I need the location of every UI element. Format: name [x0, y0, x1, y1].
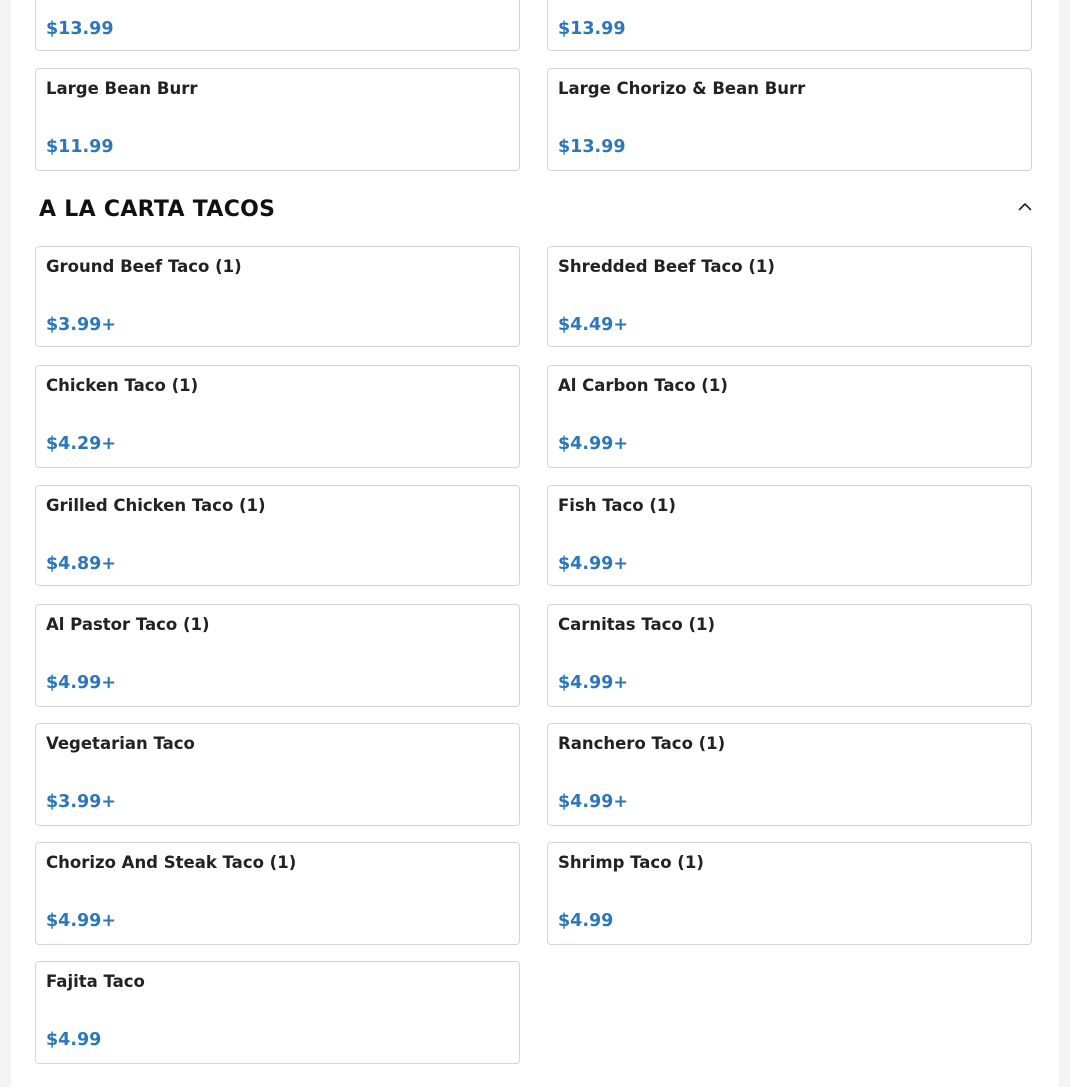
menu-item-name: Shrimp Taco (1) [558, 853, 704, 872]
menu-item-card[interactable] [547, 485, 1032, 586]
menu-item-price: $4.99+ [46, 911, 117, 931]
menu-item-card[interactable] [35, 723, 520, 826]
menu-item-price: $4.99 [558, 911, 614, 931]
menu-item-name: Ground Beef Taco (1) [46, 257, 242, 276]
menu-item-card[interactable] [547, 842, 1032, 945]
menu-item-card[interactable] [35, 68, 520, 171]
collapse-section-button[interactable] [1015, 196, 1035, 216]
menu-item-name: Vegetarian Taco [46, 734, 195, 753]
menu-item-price: $4.99+ [558, 673, 629, 693]
menu-item-card[interactable] [547, 365, 1032, 468]
menu-item-card[interactable] [35, 485, 520, 586]
menu-item-card[interactable] [547, 604, 1032, 707]
menu-item-price: $4.49+ [558, 315, 629, 335]
menu-item-card[interactable] [35, 0, 520, 51]
menu-item-price: $4.99+ [558, 554, 629, 574]
menu-item-card[interactable] [35, 604, 520, 707]
menu-item-price: $4.99 [46, 1030, 102, 1050]
menu-item-card[interactable] [547, 0, 1032, 51]
menu-item-card[interactable] [547, 246, 1032, 347]
menu-item-card[interactable] [547, 723, 1032, 826]
menu-item-price: $4.99+ [46, 673, 117, 693]
menu-item-price: $4.99+ [558, 434, 629, 454]
menu-item-name: Fajita Taco [46, 972, 145, 991]
menu-item-price: $4.99+ [558, 792, 629, 812]
menu-item-price: $11.99 [46, 137, 114, 157]
menu-item-card[interactable] [35, 961, 520, 1064]
menu-item-price: $4.89+ [46, 554, 117, 574]
menu-item-name: Al Pastor Taco (1) [46, 615, 210, 634]
menu-item-card[interactable] [547, 68, 1032, 171]
menu-item-name: Shredded Beef Taco (1) [558, 257, 775, 276]
menu-page [11, 0, 1059, 1087]
menu-item-name: Grilled Chicken Taco (1) [46, 496, 266, 515]
menu-item-name: Carnitas Taco (1) [558, 615, 716, 634]
menu-item-name: Chicken Taco (1) [46, 376, 199, 395]
menu-item-name: Ranchero Taco (1) [558, 734, 726, 753]
menu-item-price: $3.99+ [46, 315, 117, 335]
menu-item-price: $13.99 [46, 19, 114, 39]
menu-item-name: Large Bean Burr [46, 79, 198, 98]
menu-item-card[interactable] [35, 246, 520, 347]
menu-item-name: Fish Taco (1) [558, 496, 676, 515]
menu-item-name: Large Chorizo & Bean Burr [558, 79, 806, 98]
menu-item-price: $13.99 [558, 19, 626, 39]
menu-item-price: $13.99 [558, 137, 626, 157]
section-title: A LA CARTA TACOS [39, 197, 276, 222]
menu-item-card[interactable] [35, 365, 520, 468]
menu-item-name: Al Carbon Taco (1) [558, 376, 728, 395]
menu-item-price: $4.29+ [46, 434, 117, 454]
menu-item-card[interactable] [35, 842, 520, 945]
menu-item-name: Chorizo And Steak Taco (1) [46, 853, 297, 872]
menu-item-price: $3.99+ [46, 792, 117, 812]
chevron-up-icon [1015, 196, 1035, 216]
